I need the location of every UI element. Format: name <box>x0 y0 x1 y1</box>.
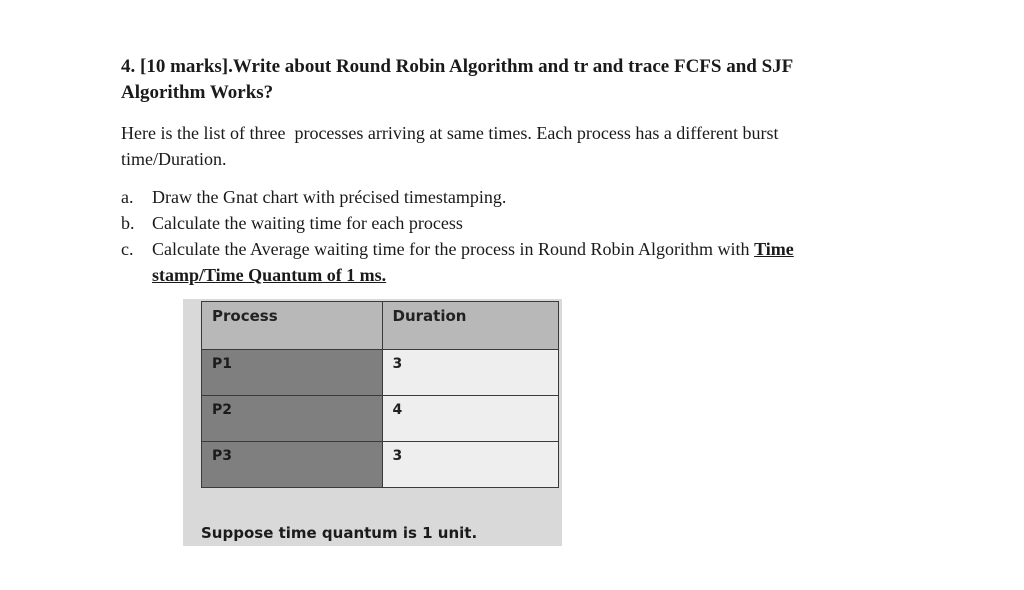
table-row <box>202 442 559 488</box>
intro-line-2: time/Duration. <box>121 149 227 169</box>
table-row <box>202 396 559 442</box>
process-cell: P1 <box>202 350 383 396</box>
duration-cell: 3 <box>382 350 559 396</box>
table-note: Suppose time quantum is 1 unit. <box>201 524 478 542</box>
task-item-c <box>121 236 921 288</box>
question-block <box>121 54 921 288</box>
duration-cell: 4 <box>382 396 559 442</box>
intro-text <box>121 120 921 172</box>
task-item-b <box>121 210 921 236</box>
question-line-1: 4. [10 marks].Write about Round Robin Algorithm and tr and trace FCFS and SJF <box>121 56 794 77</box>
task-list <box>121 184 921 288</box>
table-row <box>202 350 559 396</box>
task-emphasis-time: Time <box>754 239 794 259</box>
task-text: Draw the Gnat chart with précised timestamping. <box>152 187 507 207</box>
header-process: Process <box>202 302 383 350</box>
process-table-image <box>183 299 562 546</box>
question-heading <box>121 54 921 106</box>
header-duration: Duration <box>382 302 559 350</box>
process-cell: P2 <box>202 396 383 442</box>
task-marker: a. <box>121 187 134 207</box>
duration-cell: 3 <box>382 442 559 488</box>
task-text: Calculate the waiting time for each process <box>152 213 463 233</box>
process-cell: P3 <box>202 442 383 488</box>
intro-line-1: Here is the list of three processes arriving at same times. Each process has a different burst <box>121 123 779 143</box>
task-item-a <box>121 184 921 210</box>
task-text: Calculate the Average waiting time for the process in Round Robin Algorithm with <box>152 239 755 259</box>
task-marker: b. <box>121 213 135 233</box>
task-marker: c. <box>121 239 134 259</box>
task-emphasis-quantum: stamp/Time Quantum of 1 ms. <box>152 265 387 285</box>
process-table <box>201 301 559 488</box>
table-header-row <box>202 302 559 350</box>
question-line-2: Algorithm Works? <box>121 82 274 103</box>
